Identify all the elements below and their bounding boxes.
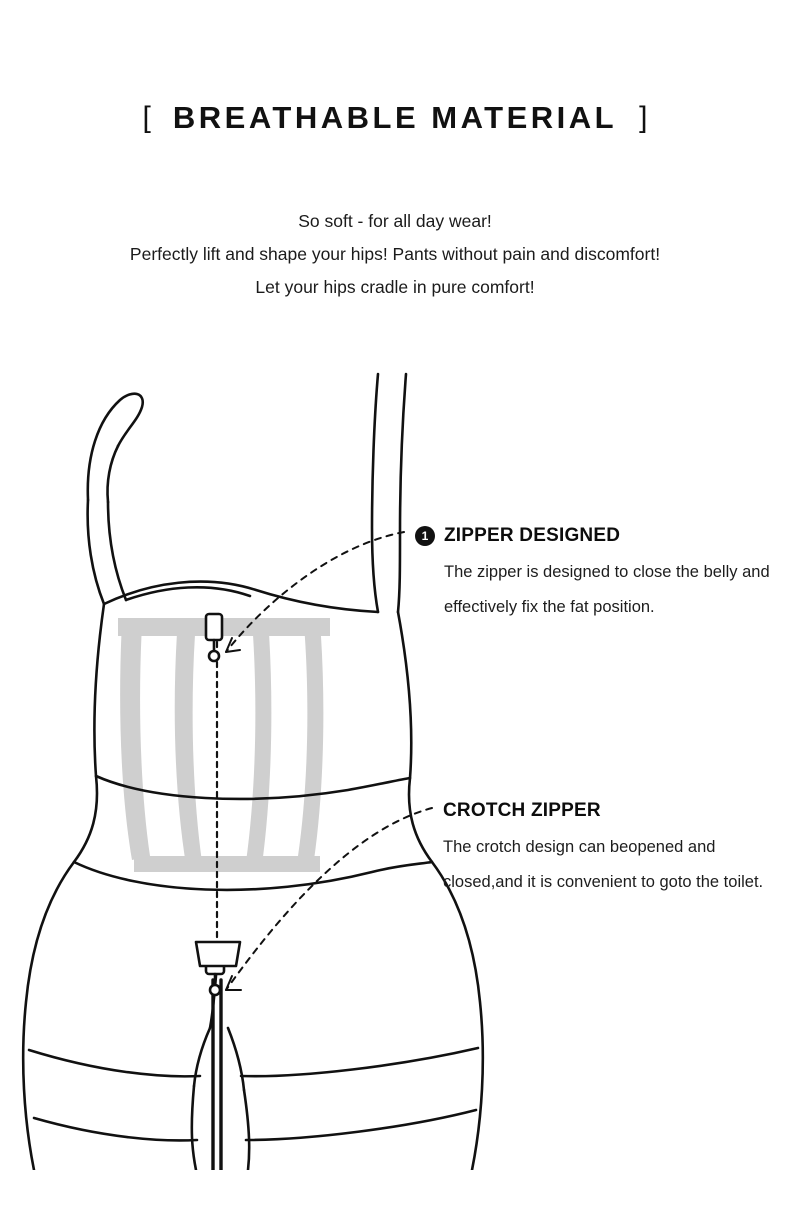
- bracket-left: [: [142, 101, 151, 134]
- callout-badge-1: 1: [415, 526, 435, 546]
- page-title-text: BREATHABLE MATERIAL: [172, 100, 618, 135]
- callout-zipper-title-text: ZIPPER DESIGNED: [444, 525, 621, 546]
- product-illustration: [0, 360, 790, 1170]
- subtitle-line-2: Perfectly lift and shape your hips! Pants without pain and discomfort!: [129, 244, 661, 264]
- subtitle-line-3: Let your hips cradle in pure comfort!: [255, 277, 535, 297]
- callout-zipper-designed: [415, 525, 774, 625]
- callout-zipper-title: [415, 525, 774, 547]
- callout-crotch-title: [443, 800, 768, 822]
- callout-crotch-body: The crotch design can beopened and closed,and it is convenient to goto the toilet.: [443, 838, 764, 891]
- callout-zipper-body: The zipper is designed to close the belly and effectively fix the fat position.: [444, 563, 770, 616]
- subtitle-block: [0, 205, 790, 304]
- bracket-right: ]: [639, 101, 648, 134]
- page-title: [0, 100, 790, 136]
- callout-crotch-zipper: [443, 800, 768, 900]
- subtitle-line-1: So soft - for all day wear!: [298, 211, 492, 231]
- callout-crotch-title-text: CROTCH ZIPPER: [443, 800, 601, 821]
